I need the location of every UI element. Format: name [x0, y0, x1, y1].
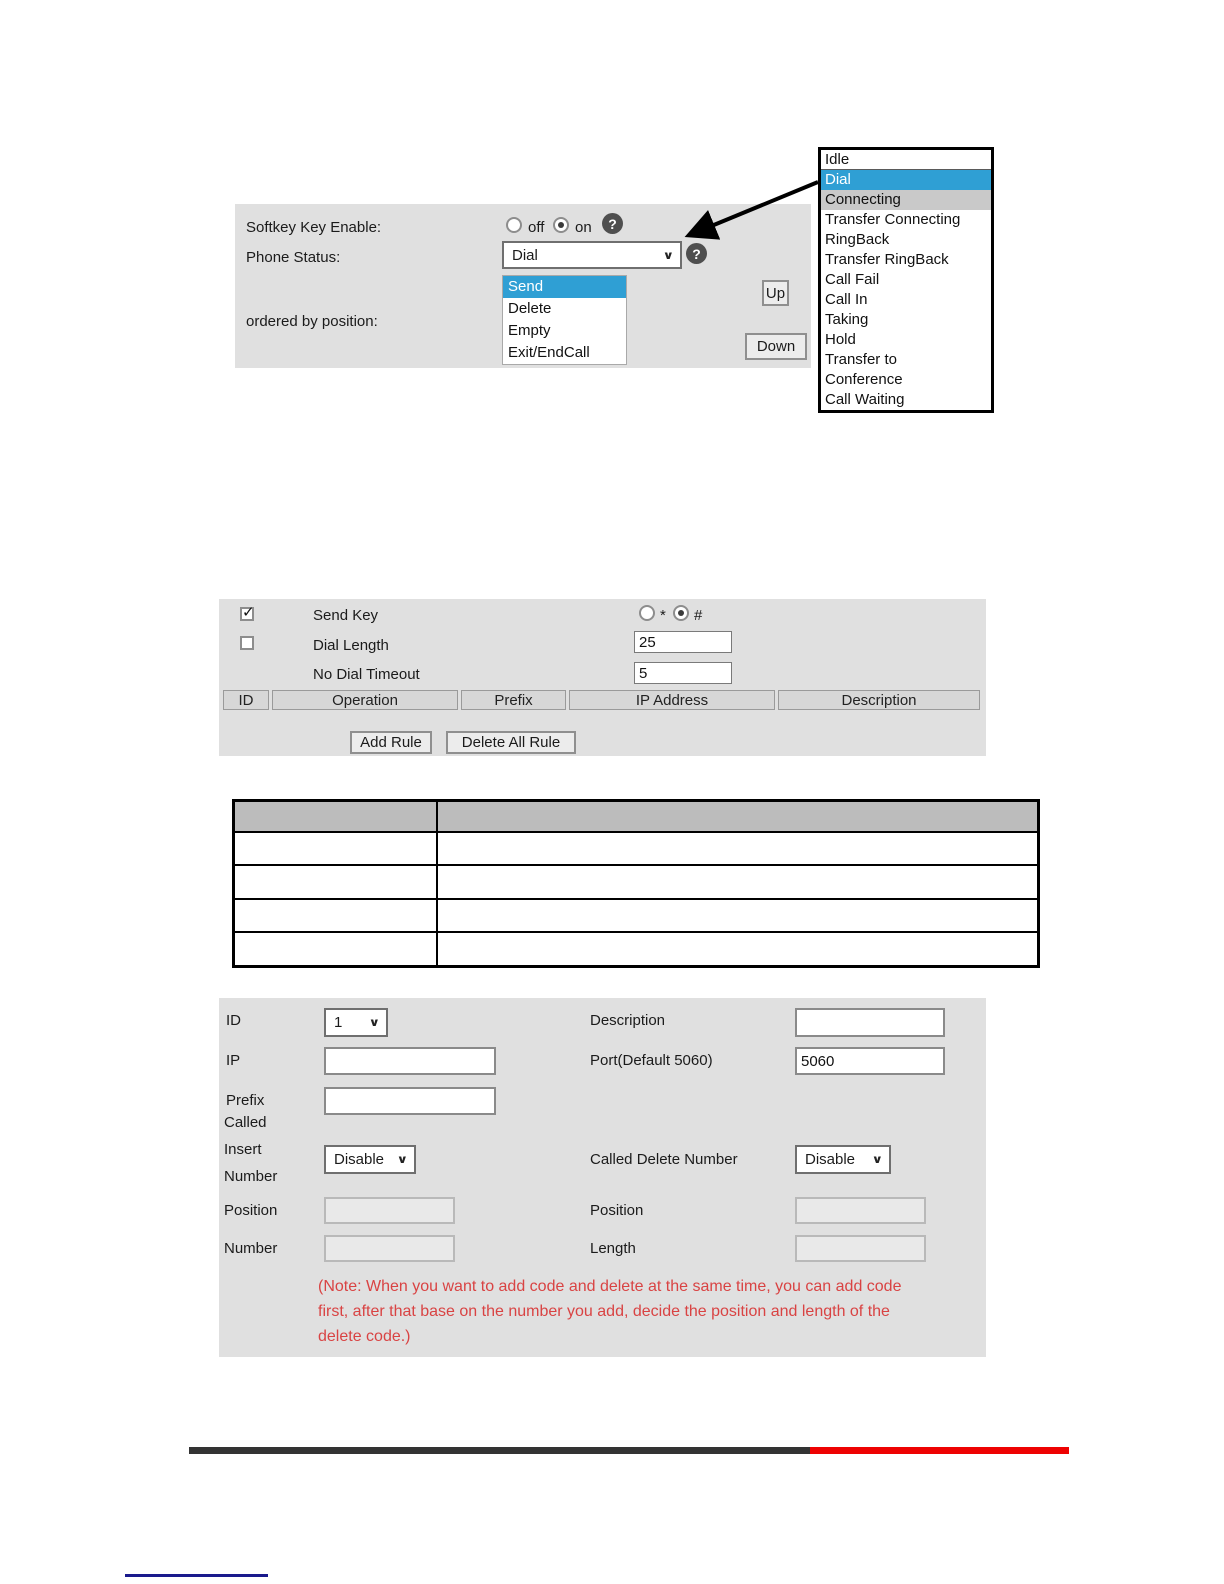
phone-status-value: Dial: [512, 246, 538, 264]
called-delete-label: Called Delete Number: [590, 1151, 738, 1168]
called-delete-value: Disable: [805, 1151, 856, 1168]
softkey-enable-off-label: off: [528, 219, 545, 236]
send-key-star-radio[interactable]: [639, 605, 655, 621]
help-icon[interactable]: [602, 213, 623, 234]
ordered-by-position-label: ordered by position:: [246, 313, 378, 330]
description-label: Description: [590, 1012, 666, 1029]
phone-status-option[interactable]: Call Waiting: [825, 391, 905, 408]
softkey-enable-on-radio[interactable]: [553, 217, 569, 233]
softkey-enable-on-label: on: [575, 219, 592, 236]
phone-status-option[interactable]: Transfer to: [825, 351, 897, 368]
description-input[interactable]: [795, 1008, 945, 1037]
note-line: (Note: When you want to add code and delete at the same time, you can add code: [318, 1278, 902, 1295]
chevron-down-icon: ∨: [368, 1015, 380, 1029]
softkey-option[interactable]: Delete: [508, 300, 552, 317]
rule-table-header-cell: ID: [223, 690, 269, 710]
down-button[interactable]: Down: [745, 333, 807, 360]
chevron-down-icon: ∨: [396, 1152, 408, 1166]
phone-status-select[interactable]: [502, 241, 682, 269]
position-right-input: [795, 1197, 926, 1224]
no-dial-timeout-input[interactable]: [634, 662, 732, 684]
phone-status-option[interactable]: Call In: [825, 291, 868, 308]
phone-status-option[interactable]: Transfer RingBack: [825, 251, 949, 268]
position-left-input: [324, 1197, 455, 1224]
softkey-option[interactable]: Empty: [508, 322, 551, 339]
prefix-label: Prefix: [226, 1092, 265, 1109]
send-key-label: Send Key: [313, 607, 379, 624]
no-dial-timeout-label: No Dial Timeout: [313, 666, 420, 683]
dial-length-checkbox[interactable]: [240, 636, 254, 650]
called-insert-label-line2: Insert: [224, 1141, 262, 1158]
softkey-option[interactable]: Exit/EndCall: [508, 344, 590, 361]
table-cell: [235, 864, 438, 898]
table-cell: [235, 831, 438, 864]
phone-status-option[interactable]: Call Fail: [825, 271, 880, 288]
chevron-down-icon: ∨: [871, 1152, 883, 1166]
up-button[interactable]: Up: [762, 280, 789, 306]
dial-length-input[interactable]: [634, 631, 732, 653]
phone-status-option[interactable]: Dial: [821, 170, 991, 190]
number-label: Number: [224, 1240, 278, 1257]
table-cell: [235, 931, 438, 965]
softkey-enable-off-radio[interactable]: [506, 217, 522, 233]
send-key-checkbox[interactable]: [240, 604, 255, 621]
called-insert-label-line3: Number: [224, 1168, 278, 1185]
length-input: [795, 1235, 926, 1262]
rule-table-header-cell: IP Address: [569, 690, 775, 710]
callout-arrow: [670, 160, 840, 260]
rule-table-header-cell: Description: [778, 690, 980, 710]
question-mark-glyph: ?: [692, 245, 701, 262]
called-insert-select[interactable]: [324, 1145, 416, 1174]
position-left-label: Position: [224, 1202, 278, 1219]
phone-status-option[interactable]: Transfer Connecting: [825, 211, 961, 228]
called-delete-select[interactable]: [795, 1145, 891, 1174]
rule-table-header: [223, 690, 980, 710]
port-label: Port(Default 5060): [590, 1052, 713, 1069]
chevron-down-icon: ∨: [662, 248, 674, 261]
send-key-hash-label: #: [694, 607, 703, 624]
send-key-star-label: *: [660, 607, 666, 624]
footnote-divider: [125, 1574, 268, 1577]
id-label: ID: [226, 1012, 241, 1029]
length-label: Length: [590, 1240, 636, 1257]
ip-input[interactable]: [324, 1047, 496, 1075]
position-right-label: Position: [590, 1202, 644, 1219]
called-insert-value: Disable: [334, 1151, 385, 1168]
softkey-option[interactable]: Send: [503, 276, 626, 298]
id-select[interactable]: [324, 1008, 388, 1037]
dial-length-label: Dial Length: [313, 637, 389, 654]
number-input: [324, 1235, 455, 1262]
rule-table-header-cell: Operation: [272, 690, 458, 710]
phone-status-option[interactable]: Connecting: [821, 190, 991, 210]
table-cell: [438, 898, 1037, 931]
table-header-cell: [438, 802, 1037, 831]
description-table: [232, 799, 1040, 968]
table-cell: [438, 831, 1037, 864]
prefix-input[interactable]: [324, 1087, 496, 1115]
table-header-cell: [235, 802, 438, 831]
phone-status-popup: [818, 147, 994, 413]
softkey-enable-label: Softkey Key Enable:: [246, 219, 382, 236]
note-line: delete code.): [318, 1328, 411, 1345]
check-icon: ✓: [242, 604, 255, 621]
table-cell: [438, 864, 1037, 898]
footer-bar-red: [810, 1447, 1069, 1454]
footer-bar-dark: [189, 1447, 810, 1454]
rule-table-header-cell: Prefix: [461, 690, 566, 710]
table-cell: [235, 898, 438, 931]
phone-status-label: Phone Status:: [246, 249, 341, 266]
table-cell: [438, 931, 1037, 965]
phone-status-option[interactable]: Taking: [825, 311, 869, 328]
phone-status-option[interactable]: Hold: [825, 331, 856, 348]
phone-status-option[interactable]: RingBack: [825, 231, 890, 248]
id-value: 1: [334, 1014, 343, 1031]
add-rule-button[interactable]: Add Rule: [350, 731, 432, 754]
softkey-option-list: [502, 275, 627, 365]
delete-all-rule-button[interactable]: Delete All Rule: [446, 731, 576, 754]
called-insert-label-line1: Called: [224, 1114, 267, 1131]
phone-status-option[interactable]: Idle: [821, 150, 991, 170]
question-mark-glyph: ?: [608, 215, 617, 232]
note-line: first, after that base on the number you add, decide the position and length of the: [318, 1303, 890, 1320]
send-key-hash-radio[interactable]: [673, 605, 689, 621]
port-input[interactable]: [795, 1047, 945, 1075]
ip-label: IP: [226, 1052, 241, 1069]
phone-status-option[interactable]: Conference: [825, 371, 903, 388]
